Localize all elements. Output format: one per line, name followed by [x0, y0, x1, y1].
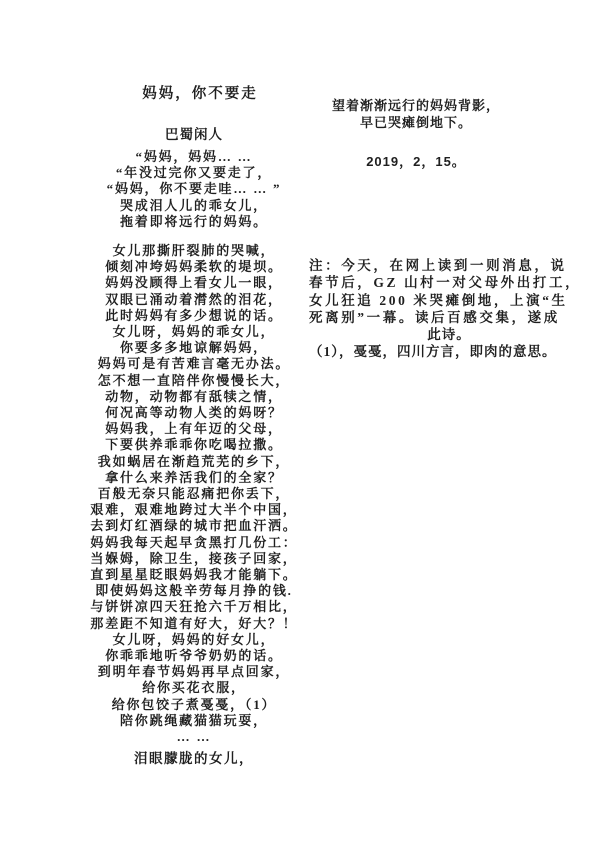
poem-author: 巴蜀闲人 [165, 127, 223, 142]
poem-line: … … [176, 729, 212, 745]
poem-line: 怎不想一直陪伴你慢慢长大， [97, 372, 291, 388]
poem-line: 妈妈可是有苦难言毫无办法。 [97, 356, 291, 372]
poem-line: 哭成泪人儿的乖女儿， [119, 197, 268, 213]
poem-line: 到明年春节妈妈再早点回家， [97, 664, 291, 680]
poem-line: 女儿那撕肝裂肺的哭喊， [112, 243, 276, 258]
poem-line: 我如蜗居在渐趋荒芜的乡下， [97, 453, 291, 469]
poem-line: 下要供养乖乖你吃喝拉撒。 [105, 437, 283, 453]
poem-line: 妈妈没顾得上看女儿一眼， [105, 275, 283, 291]
poem-line: 动物，动物都有舐犊之情， [105, 388, 283, 404]
poem-line: 何况高等动物人类的妈呀？ [105, 405, 283, 421]
poem-line: 与饼饼凉四天狂抢六千万相比， [90, 599, 298, 615]
poem-stanza-1 [44, 149, 344, 230]
poem-line: 艰难，艰难地跨过大半个中国， [90, 502, 298, 518]
poem-line: 直到星星眨眼妈妈我才能躺下。 [90, 567, 298, 583]
poem-ending-lines [316, 97, 516, 131]
poem-closing-line: 泪眼朦胧的女儿， [134, 751, 254, 766]
poem-line: 死离别”一幕。读后百感交集，遂成 [309, 309, 560, 325]
poem-line: 女儿呀，妈妈的乖女儿， [112, 324, 276, 340]
poem-line: 双眼已涌动着潸然的泪花， [105, 291, 283, 307]
poem-date: 2019，2，15。 [366, 154, 466, 169]
poem-line: 百般无奈只能忍痛把你丢下， [97, 486, 291, 502]
poem-stanza-2 [44, 243, 344, 745]
poem-line: 那差距不知道有好大，好大？！ [90, 615, 298, 631]
poem-line: 此诗。 [427, 327, 471, 343]
poem-line: 陪你跳绳藏猫猫玩耍， [119, 712, 268, 728]
poem-line: “年没过完你又要走了， [115, 165, 273, 181]
poem-line: 望着渐渐远行的妈妈背影， [331, 98, 500, 113]
poem-line: 妈妈我每天起早贪黑打几份工： [90, 534, 298, 550]
poem-line: 妈妈我，上有年迈的父母， [105, 421, 283, 437]
poem-line: “妈妈，你不要走哇… … ” [106, 181, 282, 197]
poem-line: 你要多多地谅解妈妈， [119, 340, 268, 356]
poem-title: 妈妈，你不要走 [142, 86, 258, 102]
poem-line: 女儿呀，妈妈的好女儿， [112, 631, 276, 647]
poem-note [309, 257, 589, 361]
poem-line: 此时妈妈有多少想说的话。 [105, 307, 283, 323]
poem-line: 拿什么来养活我们的全家？ [105, 469, 283, 485]
poem-line: 给你买花衣服， [142, 680, 246, 696]
poem-line: 去到灯红酒绿的城市把血汗洒。 [90, 518, 298, 534]
poem-line: 当媬姆，除卫生，接孩子回家， [90, 550, 298, 566]
poem-line: 给你包饺子煮戞戞，（1） [111, 696, 277, 712]
poem-line: 拖着即将远行的妈妈。 [119, 213, 268, 229]
poem-line: 你乖乖地听爷爷奶奶的话。 [105, 648, 283, 664]
poem-line: “妈妈，妈妈… … [135, 149, 253, 164]
poem-line: 春节后，GZ 山村一对父母外出打工， [309, 275, 582, 291]
poem-line: 注：今天，在网上读到一则消息，说 [309, 258, 567, 273]
poem-line: （1），戞戞，四川方言，即肉的意思。 [309, 344, 557, 360]
poem-line: 女儿狂追 200 米哭瘫倒地，上演“生 [309, 292, 568, 308]
poem-line: 倾刻冲垮妈妈柔软的堤坝。 [105, 259, 283, 275]
poem-line: 即使妈妈这般辛劳每月挣的钱. [95, 583, 293, 599]
poem-line: 早已哭瘫倒地下。 [359, 115, 472, 130]
